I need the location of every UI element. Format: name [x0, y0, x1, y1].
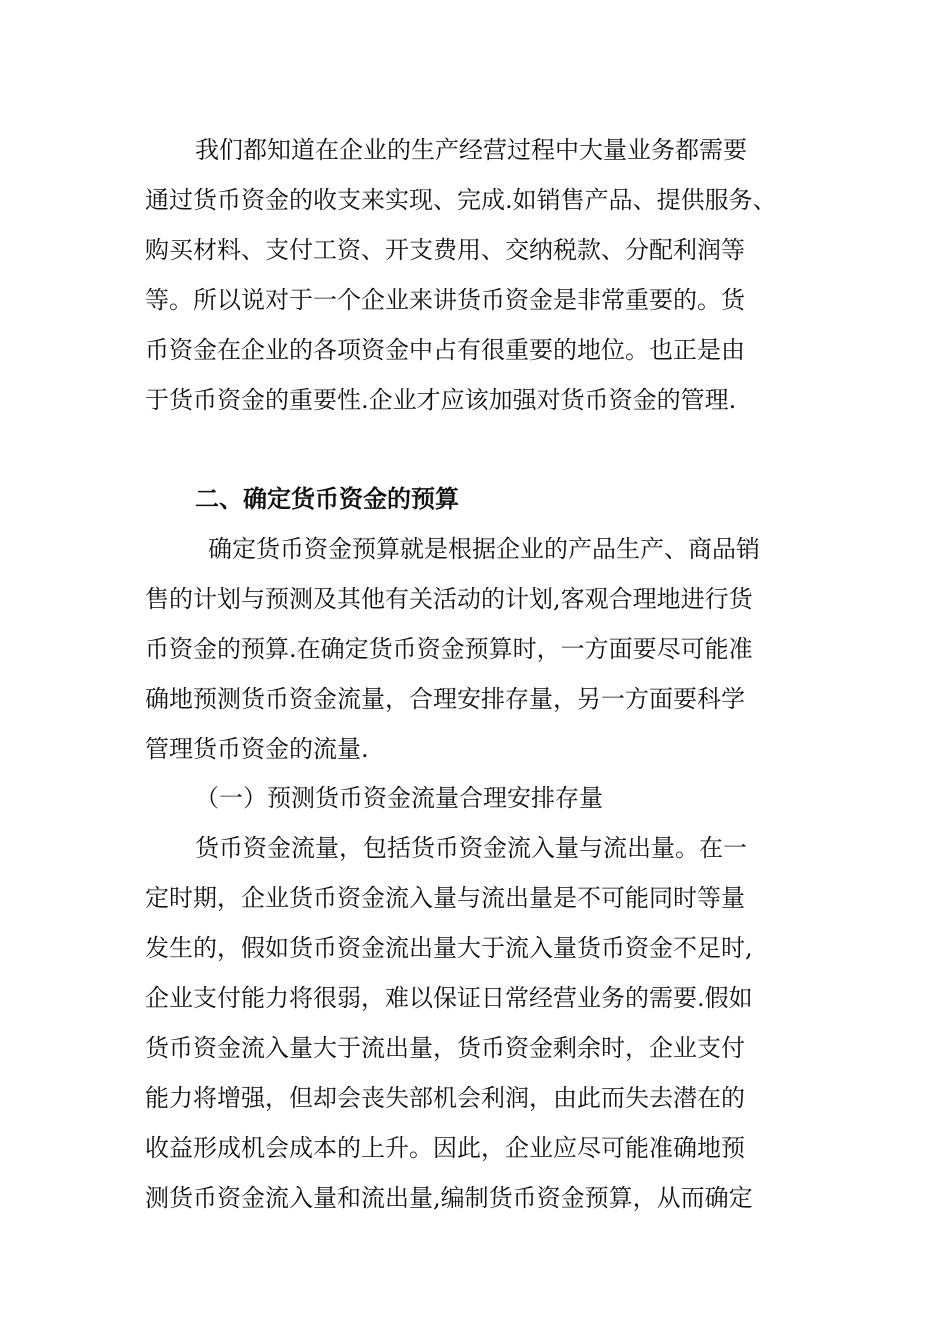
paragraph-1-line-2: 通过货币资金的收支来实现、完成.如销售产品、提供服务、 [145, 186, 777, 214]
paragraph-2-line-3: 币资金的预算.在确定货币资金预算时，一方面要尽可能准 [145, 635, 753, 663]
paragraph-2-line-1: 确定货币资金预算就是根据企业的产品生产、商品销 [208, 535, 760, 563]
section-heading: 二、确定货币资金的预算 [195, 484, 459, 513]
paragraph-3-line-7: 收益形成机会成本的上升。因此，企业应尽可能准确地预 [145, 1134, 745, 1162]
paragraph-1-line-6: 于货币资金的重要性.企业才应该加强对货币资金的管理. [145, 386, 737, 414]
paragraph-1-line-4: 等。所以说对于一个企业来讲货币资金是非常重要的。货 [145, 286, 745, 314]
paragraph-2-line-2: 售的计划与预测及其他有关活动的计划,客观合理地进行货 [145, 585, 753, 613]
paragraph-3-line-2: 定时期，企业货币资金流入量与流出量是不可能同时等量 [145, 884, 745, 912]
paragraph-3-line-1: 货币资金流量，包括货币资金流入量与流出量。在一 [195, 834, 747, 862]
subheading: （一）预测货币资金流量合理安排存量 [195, 784, 603, 812]
paragraph-2-line-5: 管理货币资金的流量. [145, 735, 369, 763]
paragraph-1-line-1: 我们都知道在企业的生产经营过程中大量业务都需要 [195, 136, 747, 164]
paragraph-3-line-4: 企业支付能力将很弱，难以保证日常经营业务的需要.假如 [145, 984, 753, 1012]
paragraph-3-line-6: 能力将增强，但却会丧失部机会利润，由此而失去潜在的 [145, 1084, 745, 1112]
paragraph-3-line-5: 货币资金流入量大于流出量，货币资金剩余时，企业支付 [145, 1034, 745, 1062]
paragraph-3-line-8: 测货币资金流入量和流出量,编制货币资金预算，从而确定 [145, 1184, 753, 1212]
paragraph-3-line-3: 发生的，假如货币资金流出量大于流入量货币资金不足时, [145, 934, 753, 962]
paragraph-2-line-4: 确地预测货币资金流量，合理安排存量，另一方面要科学 [145, 685, 745, 713]
paragraph-1-line-5: 币资金在企业的各项资金中占有很重要的地位。也正是由 [145, 336, 745, 364]
paragraph-1-line-3: 购买材料、支付工资、开支费用、交纳税款、分配利润等 [145, 236, 745, 264]
